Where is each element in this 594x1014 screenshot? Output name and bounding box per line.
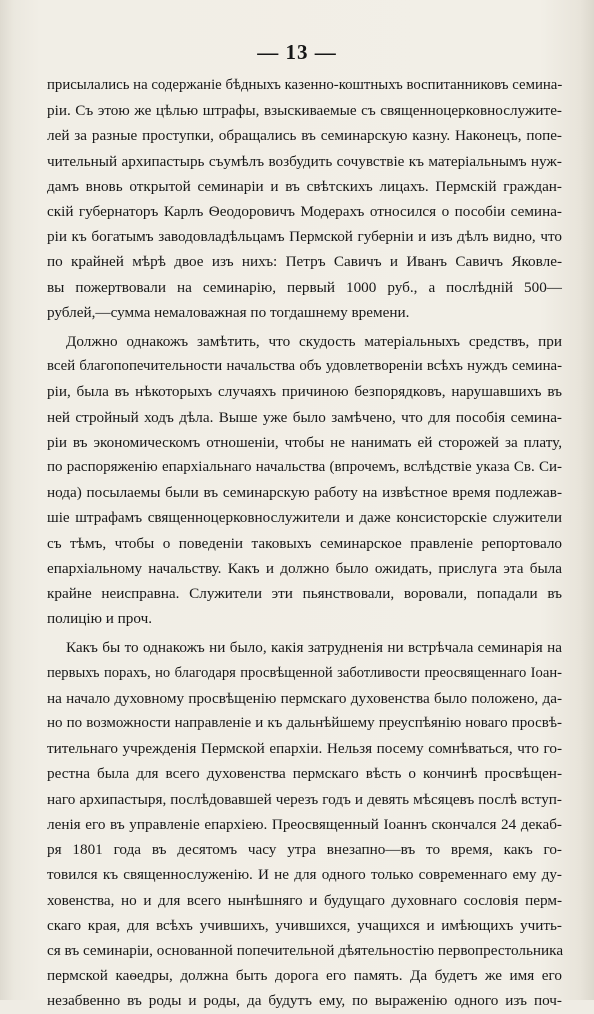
text-line: Должно однакожъ замѣтить, что скудость матеріальныхъ средствъ, при <box>66 333 562 351</box>
text-line: лей за разные проступки, обращались въ семинарскую казну. Наконецъ, попе- <box>47 127 562 145</box>
paragraph-2 <box>47 329 562 631</box>
text-line: на начало духовному просвѣщенію пермскаго духовенства было положено, да- <box>47 689 562 707</box>
text-line: первыхъ порахъ, но благодаря просвѣщенной заботливости преосвященнаго Іоан- <box>47 664 562 681</box>
text-line: крайне неисправна. Служители эти пьянствовали, воровали, попадали въ <box>47 585 562 603</box>
text-line: ней стройный ходъ дѣла. Выше уже было замѣчено, что для пособія семина- <box>47 408 562 426</box>
text-line: полицію и проч. <box>47 610 152 628</box>
text-line: Какъ бы то однакожъ ни было, какія затрудненія ни встрѣчала семинарія на <box>66 639 562 657</box>
text-line: пермской каѳедры, должна быть дорога его память. Да будетъ же имя его <box>47 967 562 985</box>
text-line: дамъ вновь открытой семинаріи и въ свѣтскихъ лицахъ. Пермскій граждан- <box>47 177 562 195</box>
text-line: ря 1801 года въ десятомъ часу утра внезапно—въ то время, какъ го- <box>47 841 562 859</box>
text-line: шіе штрафамъ священноцерковнослужители и даже консисторскіе служители <box>47 509 562 527</box>
text-line: вы пожертвовали на семинарію, первый 1000 руб., а послѣдній 500— <box>47 278 562 296</box>
text-line: скій губернаторъ Карлъ Ѳеодоровичъ Модерахъ относился о пособіи семина- <box>47 203 562 221</box>
text-line: но по возможности направленіе и къ дальнѣйшему преуспѣянію новаго просвѣ- <box>47 715 562 732</box>
text-line: по распоряженію епархіальнаго начальства (впрочемъ, вслѣдствіе указа Св. Си- <box>47 459 562 476</box>
text-line: по крайней мѣрѣ двое изъ нихъ: Петръ Савичъ и Иванъ Савичъ Яковле- <box>47 253 562 271</box>
text-line: ріи къ богатымъ заводовладѣльцамъ Пермской губерніи и изъ дѣлъ видно, что <box>47 228 562 246</box>
text-line: присылались на содержаніе бѣдныхъ казенно-коштныхъ воспитанниковъ семина- <box>47 77 563 93</box>
text-line: ленія его въ управленіе епархіею. Преосвященный Іоаннъ скончался 24 декаб- <box>47 815 562 833</box>
text-line: ріи. Съ этою же цѣлью штрафы, взыскиваемые съ священноцерковнослужите- <box>47 102 562 120</box>
text-line: всей благопопечительности начальства объ удовлетвореніи всѣхъ нуждъ семина- <box>47 358 562 375</box>
text-line: тительнаго учрежденія Пермской епархіи. Нельзя посему сомнѣваться, что го- <box>47 740 562 758</box>
paragraph-3 <box>47 635 562 1013</box>
text-line: нода) посылаемы были въ семинарскую работу на извѣстное время подлежав- <box>47 484 562 502</box>
text-line: рублей,—сумма немаловажная по тогдашнему времени. <box>47 303 410 321</box>
text-line: ріи въ экономическомъ отношеніи, чтобы не нанимать ей сторожей за плату, <box>47 433 562 451</box>
text-line: чительный архипастырь съумѣлъ возбудить сочувствіе къ матеріальнымъ нуж- <box>47 152 562 170</box>
text-line: епархіальному начальству. Какъ и должно было ожидать, прислуга эта была <box>47 559 562 577</box>
text-line: товился къ священнослуженію. И не для одного только современнаго ему ду- <box>47 866 562 884</box>
text-line: скаго края, для всѣхъ учившихъ, учившихся, учащихся и имѣющихъ учить- <box>47 916 562 934</box>
text-line: ріи, была въ нѣкоторыхъ случаяхъ причиною безпорядковъ, нарушавшихъ въ <box>47 383 562 401</box>
page-number: — 13 — <box>257 40 337 64</box>
text-line: ся въ семинаріи, основанной попечительной дѣятельностію первопрестольника <box>47 941 564 959</box>
text-line: наго архипастыря, послѣдовавшей черезъ годъ и девять мѣсяцевъ послѣ вступ- <box>47 790 562 808</box>
text-line: незабвенно въ роды и роды, да будутъ ему, по выраженію одного изъ поч- <box>47 992 562 1010</box>
text-line: съ тѣмъ, чтобы о поведеніи таковыхъ семинарское правленіе репортовало <box>47 534 562 552</box>
text-line: рестна была для всего духовенства пермскаго вѣсть о кончинѣ просвѣщен- <box>47 765 562 783</box>
paragraph-1 <box>47 73 562 325</box>
document-body <box>47 73 562 1014</box>
text-line: ховенства, но и для всего нынѣшняго и будущаго духовнаго сословія перм- <box>47 891 562 909</box>
